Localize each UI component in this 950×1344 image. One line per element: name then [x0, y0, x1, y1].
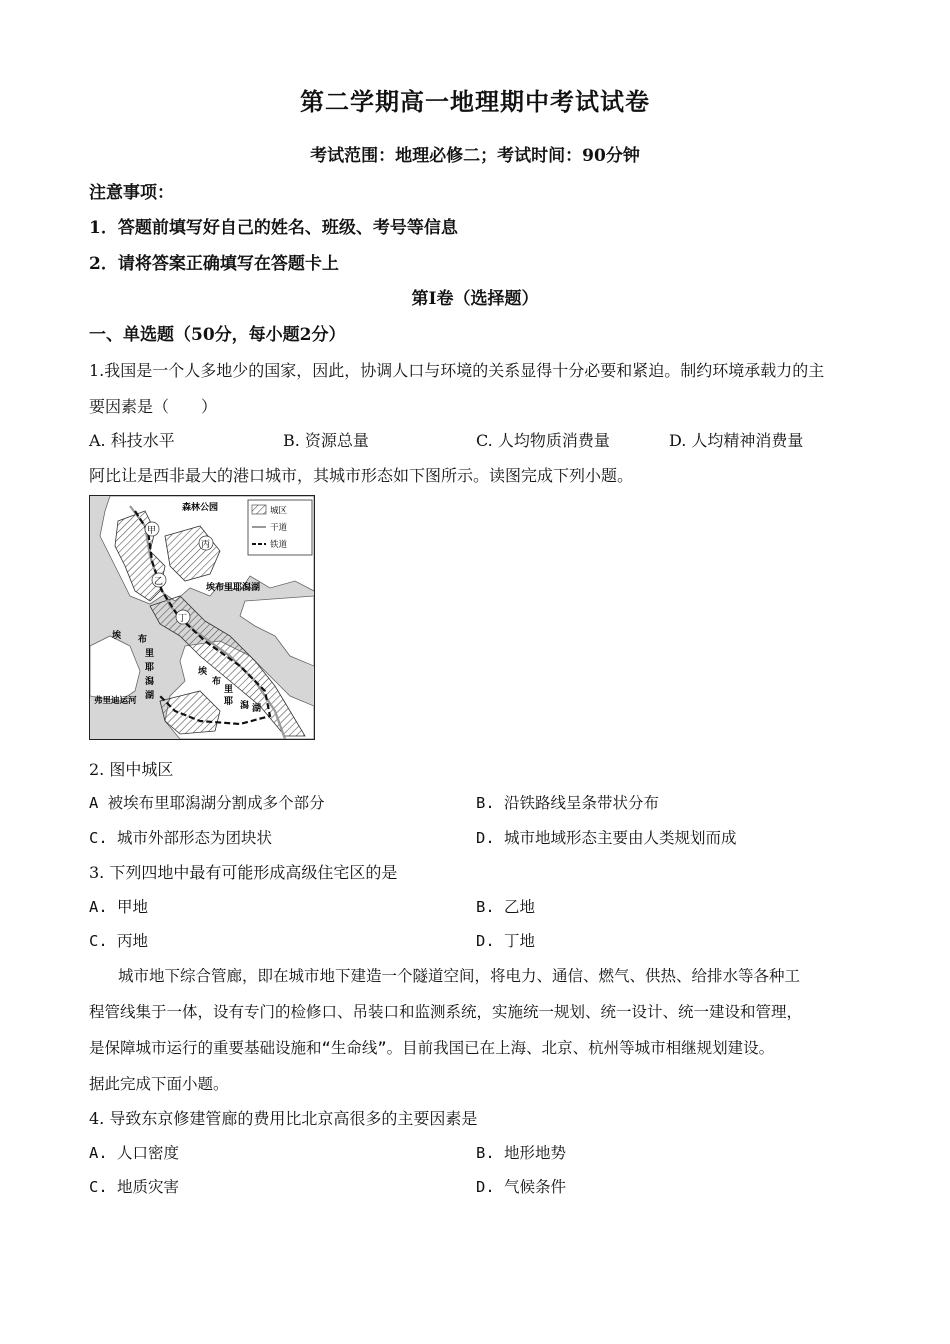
- legend-road-label: 干道: [270, 523, 288, 533]
- q1-option-b: B. 资源总量: [283, 431, 369, 450]
- q1-option-a: A. 科技水平: [89, 431, 175, 450]
- legend-rail-label: 铁道: [270, 540, 288, 550]
- lagoon-char: 里: [145, 649, 155, 659]
- lagoon-char: 湖: [252, 704, 262, 714]
- passage-pipe-gallery-line: 是保障城市运行的重要基础设施和“生命线”。目前我国已在上海、北京、杭州等城市相继规划建设。: [89, 1039, 775, 1057]
- notice-item: 1．答题前填写好自己的姓名、班级、考号等信息: [89, 218, 458, 238]
- lagoon-char: 潟: [145, 677, 155, 687]
- q1-option-d: D. 人均精神消费量: [669, 431, 804, 450]
- exam-subtitle: 考试范围：地理必修二；考试时间：90分钟: [310, 146, 640, 166]
- place-yi: 乙: [154, 577, 164, 587]
- part-title: 一、单选题（50分，每小题2分）: [89, 325, 346, 345]
- q2-option-a: A 被埃布里耶潟湖分割成多个部分: [89, 794, 325, 812]
- q4-option-c: C. 地质灾害: [89, 1178, 179, 1196]
- legend-urban-label: 城区: [270, 506, 288, 516]
- lagoon-char: 埃: [198, 667, 208, 677]
- abidjan-city-map: [89, 495, 315, 740]
- notice-heading: 注意事项：: [89, 183, 174, 203]
- lagoon-char: 布: [138, 635, 148, 645]
- passage-intro-abidjan: 阿比让是西非最大的港口城市，其城市形态如下图所示。读图完成下列小题。: [89, 466, 634, 485]
- lagoon-char: 湖: [145, 691, 155, 701]
- q1-stem-line1: 1.我国是一个人多地少的国家，因此，协调人口与环境的关系显得十分必要和紧迫。制约环境承载力的主: [89, 361, 825, 380]
- lagoon-char: 里: [224, 685, 234, 695]
- lagoon-char: 耶: [145, 663, 155, 673]
- section-title: 第Ⅰ卷（选择题）: [411, 289, 539, 309]
- q3-option-c: C. 丙地: [89, 932, 148, 950]
- forest-park-label: 森林公园: [182, 503, 219, 513]
- q2-option-b: B. 沿铁路线呈条带状分布: [476, 794, 659, 812]
- q3-option-b: B. 乙地: [476, 898, 535, 916]
- passage-pipe-gallery-line: 程管线集于一体，设有专门的检修口、吊装口和监测系统，实施统一规划、统一设计、统一建设和管理，: [89, 1003, 803, 1021]
- lagoon-char: 耶: [224, 697, 234, 707]
- q1-option-c: C. 人均物质消费量: [476, 431, 610, 450]
- q4-option-d: D. 气候条件: [476, 1178, 566, 1196]
- passage-pipe-gallery-line: 据此完成下面小题。: [89, 1075, 229, 1093]
- q3-stem: 3. 下列四地中最有可能形成高级住宅区的是: [89, 863, 398, 882]
- place-bing: 丙: [201, 540, 211, 550]
- notice-item: 2．请将答案正确填写在答题卡上: [89, 254, 339, 274]
- q4-option-a: A. 人口密度: [89, 1144, 179, 1162]
- passage-pipe-gallery-line: 城市地下综合管廊，即在城市地下建造一个隧道空间，将电力、通信、燃气、供热、给排水等各种工: [118, 967, 801, 985]
- page-title: 第二学期高一地理期中考试试卷: [300, 87, 650, 116]
- q3-option-d: D. 丁地: [476, 932, 535, 950]
- q1-stem-line2: 要因素是（ ）: [89, 397, 218, 416]
- legend-urban-swatch: [252, 505, 266, 514]
- canal-label: 弗里迪运河: [94, 696, 137, 706]
- q2-stem: 2. 图中城区: [89, 760, 174, 779]
- lagoon-label-east: 埃布里耶潟湖: [206, 583, 261, 593]
- place-jia: 甲: [147, 526, 157, 536]
- q4-stem: 4. 导致东京修建管廊的费用比北京高很多的主要因素是: [89, 1109, 478, 1128]
- q2-option-d: D. 城市地域形态主要由人类规划而成: [476, 829, 737, 847]
- lagoon-char: 埃: [112, 631, 122, 641]
- q2-option-c: C. 城市外部形态为团块状: [89, 829, 272, 847]
- q4-option-b: B. 地形地势: [476, 1144, 566, 1162]
- lagoon-char: 潟: [240, 701, 250, 711]
- place-ding: 丁: [178, 614, 188, 624]
- q3-option-a: A. 甲地: [89, 898, 148, 916]
- lagoon-char: 布: [212, 677, 222, 687]
